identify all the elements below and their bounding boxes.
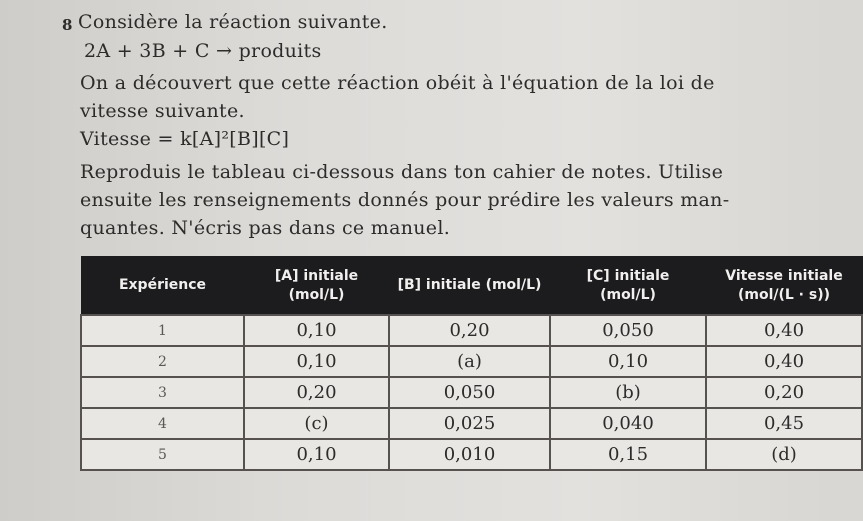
header-a-initial: [A] initiale (mol/L) bbox=[244, 257, 389, 316]
cell: 0,10 bbox=[244, 315, 389, 346]
paragraph-line: On a découvert que cette réaction obéit à l'équation de la loi de bbox=[80, 72, 715, 94]
cell: (b) bbox=[550, 377, 706, 408]
table-header-row bbox=[81, 257, 862, 316]
cell: 0,15 bbox=[550, 439, 706, 470]
cell: 0,050 bbox=[389, 377, 550, 408]
cell: 0,10 bbox=[244, 439, 389, 470]
cell: 0,20 bbox=[244, 377, 389, 408]
cell: 1 bbox=[81, 315, 244, 346]
table-row bbox=[81, 315, 862, 346]
cell: 5 bbox=[81, 439, 244, 470]
header-c-initial: [C] initiale (mol/L) bbox=[550, 257, 706, 316]
paragraph-line: ensuite les renseignements donnés pour prédire les valeurs man- bbox=[80, 189, 730, 211]
cell: 0,10 bbox=[550, 346, 706, 377]
header-experience: Expérience bbox=[81, 257, 244, 316]
cell: 0,20 bbox=[706, 377, 862, 408]
cell: 0,050 bbox=[550, 315, 706, 346]
paragraph-line: Reproduis le tableau ci-dessous dans ton cahier de notes. Utilise bbox=[80, 161, 724, 183]
cell: 0,20 bbox=[389, 315, 550, 346]
data-table bbox=[80, 256, 863, 471]
table-row bbox=[81, 346, 862, 377]
paragraph-line: quantes. N'écris pas dans ce manuel. bbox=[80, 217, 451, 239]
cell: (a) bbox=[389, 346, 550, 377]
reaction-equation: 2A + 3B + C → produits bbox=[84, 40, 322, 62]
cell: 0,45 bbox=[706, 408, 862, 439]
intro-text: Considère la réaction suivante. bbox=[78, 11, 388, 33]
header-initial-rate: Vitesse initiale (mol/(L · s)) bbox=[706, 257, 862, 316]
cell: (d) bbox=[706, 439, 862, 470]
cell: 3 bbox=[81, 377, 244, 408]
cell: 0,40 bbox=[706, 346, 862, 377]
table-row bbox=[81, 439, 862, 470]
cell: 0,040 bbox=[550, 408, 706, 439]
table-row bbox=[81, 377, 862, 408]
cell: 0,010 bbox=[389, 439, 550, 470]
cell: 0,025 bbox=[389, 408, 550, 439]
paragraph-line: vitesse suivante. bbox=[80, 100, 245, 122]
cell: 0,40 bbox=[706, 315, 862, 346]
header-b-initial: [B] initiale (mol/L) bbox=[389, 257, 550, 316]
question-number: 8 bbox=[62, 16, 73, 34]
cell: 0,10 bbox=[244, 346, 389, 377]
cell: 2 bbox=[81, 346, 244, 377]
table-row bbox=[81, 408, 862, 439]
cell: 4 bbox=[81, 408, 244, 439]
cell: (c) bbox=[244, 408, 389, 439]
rate-law-equation: Vitesse = k[A]²[B][C] bbox=[80, 128, 290, 150]
